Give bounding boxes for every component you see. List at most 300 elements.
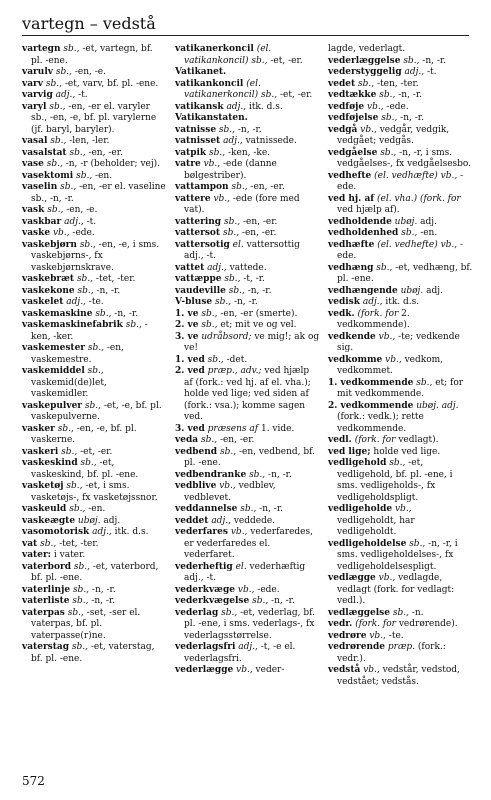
dictionary-entry — [175, 608, 320, 643]
grammar-label: el. — [235, 561, 247, 572]
inflection-text: -et, vaterbord, bf. pl. -ene. — [31, 561, 159, 583]
inflection-text: veddede. — [230, 515, 276, 526]
inflection-text: -en, -e, bf. pl. vaskerne. — [31, 423, 137, 445]
headword: vasomotorisk — [22, 527, 90, 537]
inflection-text: vatnissede. — [242, 136, 297, 146]
grammar-label: sb., — [231, 182, 248, 192]
headword: vaskeuld — [22, 504, 67, 514]
headword: vedstå — [328, 665, 361, 675]
grammar-label: adj., — [223, 136, 243, 146]
inflection-text: -en, -er. — [240, 216, 278, 227]
inflection-text: i vater. — [51, 550, 86, 560]
dictionary-entry — [175, 470, 320, 482]
inflection-text: et; for mit vedkommende. — [337, 377, 464, 399]
inflection-text: -t, -r. — [240, 274, 265, 284]
headword: vaskemaskinefabrik — [22, 320, 123, 330]
dictionary-entry — [22, 320, 167, 343]
grammar-label: sb., — [215, 297, 232, 307]
grammar-label: sb., — [389, 458, 406, 468]
inflection-text: -en, -er (smerte). — [217, 308, 298, 319]
headword: vattæppe — [175, 274, 222, 284]
inflection-text: -n, -r. — [88, 596, 116, 606]
dictionary-entry — [22, 458, 167, 481]
inflection-text: -en, -er el. varyler sb., -en, -e, bf. pl. varylerne (jf. baryl, baryler). — [31, 101, 157, 135]
grammar-label: sb., — [72, 584, 90, 595]
headword: ved hj. af — [328, 193, 375, 204]
headword: vasektomi — [22, 170, 74, 181]
grammar-label: præp. — [387, 642, 416, 652]
grammar-label: el. — [232, 239, 244, 250]
dictionary-entry — [22, 447, 167, 459]
grammar-label: sb., — [69, 147, 86, 158]
inflection-text: -et, vedligehold, bf. pl. -ene, i sms. vedligeholds-, fx vedligeholdspligt. — [337, 458, 453, 503]
grammar-label: vb., — [236, 665, 253, 675]
inflection-text: -n, -r. — [395, 90, 423, 100]
inflection-text: -tet, -ter. — [93, 274, 136, 284]
headword: vaskekone — [22, 285, 75, 296]
column-2 — [175, 44, 320, 764]
headword: vaterlinje — [22, 584, 71, 595]
headword: vedkende — [328, 331, 376, 342]
headword: vederlagsfri — [175, 642, 236, 652]
headword: vattampon — [175, 182, 229, 192]
inflection-text: -te. — [85, 297, 104, 307]
grammar-label: vb., — [219, 481, 236, 491]
inflection-text: adj. — [423, 285, 443, 296]
dictionary-entry — [22, 79, 167, 91]
inflection-text: -en. — [92, 170, 113, 181]
inflection-text: -ede. — [69, 228, 95, 238]
inflection-text: -t. — [75, 90, 88, 100]
headword: vedlæggelse — [328, 607, 390, 618]
header-rule — [22, 35, 469, 36]
dictionary-entry — [22, 205, 167, 217]
headword: vederfares — [175, 527, 228, 537]
headword: Vatikanstaten. — [175, 113, 248, 123]
inflection-text: holde ved lige. — [370, 446, 441, 457]
grammar-label: vb., — [385, 354, 402, 365]
grammar-label: sb., — [224, 274, 241, 284]
inflection-text: -en, -er. — [217, 435, 255, 445]
inflection-text: -n, -r (beholder; vej). — [62, 159, 161, 169]
inflection-text: -tet, -ter. — [56, 538, 99, 549]
dictionary-columns — [22, 44, 473, 764]
dictionary-entry — [328, 56, 473, 68]
inflection-text: -t. — [83, 216, 97, 227]
headword: vaterliste — [22, 596, 70, 606]
inflection-text: -ede. — [383, 101, 409, 112]
dictionary-entry — [328, 228, 473, 240]
headword: vedhæfte — [328, 239, 375, 250]
grammar-label: sb., — [77, 285, 94, 296]
dictionary-entry — [328, 309, 473, 332]
inflection-text: -et, vederlag, bf. pl. -ene, i sms. vederlags-, fx vederlagsstørrelse. — [184, 607, 315, 641]
headword: vederkvægelse — [175, 596, 250, 606]
dictionary-entry — [22, 274, 167, 286]
headword: vaskelet — [22, 297, 64, 307]
dictionary-entry — [22, 596, 167, 608]
inflection-text: -et, -er. — [77, 446, 113, 457]
headword: vedk. — [328, 308, 355, 319]
grammar-label: præsens af — [207, 423, 259, 434]
inflection-text: -en, -e, i sms. vaskebjørns-, fx vaskebjørnskrave. — [31, 239, 160, 273]
dictionary-entry — [328, 665, 473, 688]
headword: vaskepulver — [22, 400, 83, 411]
headword: 1. ved — [175, 354, 205, 365]
headword: vaskbar — [22, 216, 62, 227]
inflection-text: -et, -e, bf. pl. vaskepulverne. — [31, 400, 162, 422]
headword: vedbendranke — [175, 469, 247, 480]
headword: 3. ve — [175, 331, 199, 342]
headword: vedføjelse — [328, 113, 379, 123]
headword: vaskemiddel — [22, 366, 85, 376]
dictionary-entry — [328, 401, 473, 436]
headword: vedtække — [328, 90, 377, 100]
inflection-text: -en, -er. — [85, 147, 123, 158]
grammar-label: sb., — [84, 400, 102, 411]
dictionary-entry — [175, 136, 320, 148]
inflection-text: -ken, -ker. — [31, 320, 148, 342]
headword: vask — [22, 205, 45, 215]
headword: vederkvæge — [175, 584, 235, 595]
headword: vedlægge — [328, 573, 376, 583]
dictionary-entry — [328, 619, 473, 631]
dictionary-entry — [22, 550, 167, 562]
dictionary-entry — [328, 608, 473, 620]
headword: 3. ved — [175, 423, 205, 434]
headword: V-bluse — [175, 297, 213, 307]
grammar-label: sb., — [45, 78, 63, 89]
dictionary-entry — [175, 217, 320, 229]
dictionary-entry — [22, 90, 167, 102]
dictionary-entry — [328, 67, 473, 79]
inflection-text: -en. — [85, 504, 106, 514]
headword: vederstyggelig — [328, 67, 402, 77]
grammar-label: sb., — [207, 354, 224, 365]
dictionary-entry — [328, 148, 473, 171]
dictionary-entry — [328, 286, 473, 298]
dictionary-entry — [328, 539, 473, 574]
inflection-text: -n, -r. — [397, 113, 424, 123]
inflection-text: -et, -er. — [277, 90, 313, 100]
headword: vattet — [175, 262, 205, 273]
dictionary-entry — [175, 596, 320, 608]
dictionary-entry — [175, 642, 320, 665]
dictionary-entry — [328, 171, 473, 194]
headword: vedgåelse — [328, 147, 378, 158]
grammar-label: sb., — [87, 343, 105, 353]
inflection-text: vedgår, vedgik, vedgået; vedgås. — [337, 124, 450, 146]
grammar-label: (fork. for — [354, 435, 396, 445]
inflection-text: -n, -r. — [111, 308, 139, 319]
headword: vedgå — [328, 124, 358, 135]
inflection-text: ved hjælp af). — [337, 205, 400, 215]
headword: 1. ve — [175, 308, 199, 319]
dictionary-entry — [328, 263, 473, 286]
dictionary-entry — [175, 585, 320, 597]
inflection-text: -en, vaskemestre. — [31, 343, 124, 365]
grammar-label: (fork. for — [357, 308, 399, 319]
inflection-text: veder- — [252, 665, 285, 675]
headword: vedisk — [328, 297, 360, 307]
dictionary-entry — [22, 424, 167, 447]
headword: vattering — [175, 216, 222, 227]
grammar-label: adj., — [55, 90, 76, 100]
inflection-text: -ede (fore med vat). — [184, 193, 300, 215]
headword: 1. vedkommende — [328, 377, 414, 388]
grammar-label: adj., — [362, 297, 383, 307]
grammar-label: vb., — [360, 124, 377, 135]
headword: vaske — [22, 228, 51, 238]
headword: vartegn — [22, 44, 61, 54]
headword: vedligehold — [328, 458, 387, 468]
grammar-label: vb., — [378, 573, 396, 583]
dictionary-entry — [328, 44, 473, 56]
headword: vedholdende — [328, 216, 392, 227]
headword: vaskeskind — [22, 458, 78, 468]
inflection-text: -en, -e. — [63, 205, 98, 215]
grammar-label: vb., — [369, 630, 386, 641]
headword: vasker — [22, 423, 55, 434]
grammar-label: udråbsord; — [201, 331, 252, 342]
dictionary-entry — [175, 481, 320, 504]
dictionary-entry — [175, 527, 320, 562]
dictionary-entry — [22, 401, 167, 424]
dictionary-entry — [328, 504, 473, 539]
headword: 2. ve — [175, 320, 199, 330]
grammar-label: vb., — [363, 665, 380, 675]
inflection-text: -en. — [417, 228, 438, 238]
dictionary-entry — [175, 113, 320, 125]
dictionary-entry — [328, 447, 473, 459]
grammar-label: sb., — [223, 216, 241, 227]
grammar-label: sb., — [60, 182, 77, 192]
grammar-label: sb., — [252, 596, 269, 606]
dictionary-entry — [175, 125, 320, 137]
dictionary-entry — [22, 182, 167, 205]
dictionary-entry — [175, 665, 320, 677]
grammar-label: sb., — [125, 320, 142, 330]
grammar-label: sb., — [200, 435, 218, 445]
grammar-label: adj., — [238, 642, 258, 652]
headword: vederlæggelse — [328, 55, 401, 66]
dictionary-entry — [22, 297, 167, 309]
grammar-label: (fork. for — [355, 619, 396, 629]
inflection-text: itk. d.s. — [246, 101, 283, 112]
inflection-text: vedlagt). — [395, 435, 439, 445]
dictionary-entry — [175, 355, 320, 367]
inflection-text: vaskemid(de)let, vaskemidler. — [31, 377, 107, 399]
headword: vedrøre — [328, 630, 367, 641]
inflection-text: 2. vedkommende). — [337, 308, 410, 330]
inflection-text: lagde, vederlagt. — [328, 44, 406, 54]
inflection-text: -et, vedhæng, bf. pl. -ene. — [337, 262, 473, 284]
inflection-text: vedstår, vedstod, vedstået; vedstås. — [337, 665, 460, 687]
headword: vaskebræt — [22, 274, 75, 284]
inflection-text: -et, -er. — [267, 55, 303, 66]
headword: ved lige; — [328, 446, 371, 457]
dictionary-entry — [175, 194, 320, 217]
dictionary-entry — [175, 263, 320, 275]
inflection-text: -n, -r. — [89, 584, 116, 595]
dictionary-entry — [328, 297, 473, 309]
headword: vedhefte — [328, 170, 372, 181]
headword: vedhæng — [328, 262, 374, 273]
dictionary-entry — [328, 355, 473, 378]
headword: vat — [22, 538, 38, 549]
dictionary-entry — [22, 286, 167, 298]
inflection-text: vedblev, vedblevet. — [184, 481, 276, 503]
grammar-label: sb., — [249, 469, 266, 480]
inflection-text: -et, vaterstag, bf. pl. -ene. — [31, 642, 155, 664]
headword: vatnisse — [175, 124, 217, 135]
grammar-label: sb., — [80, 458, 97, 468]
inflection-text: vattede. — [226, 262, 267, 273]
inflection-text: vattersottig adj., -t. — [184, 239, 300, 261]
headword: vedføje — [328, 101, 365, 112]
dictionary-entry — [175, 447, 320, 470]
inflection-text: -n, -r. — [235, 124, 262, 135]
dictionary-entry — [175, 562, 320, 585]
headword: vattersotig — [175, 239, 230, 250]
dictionary-entry — [22, 539, 167, 551]
inflection-text: vedrørende). — [395, 619, 458, 629]
grammar-label: adj., — [64, 216, 84, 227]
inflection-text: vedligeholdt, har vedligeholdt. — [337, 515, 415, 537]
inflection-text: -n, -r, i sms. vedligeholdelses-, fx vedligeholdelsespligt. — [337, 538, 458, 572]
dictionary-entry — [328, 217, 473, 229]
inflection-text: -et, vartegn, bf. pl. -ene. — [31, 44, 153, 66]
grammar-label: vb., — [366, 101, 384, 112]
grammar-label: vb., — [203, 159, 221, 169]
headword: vater: — [22, 550, 52, 560]
inflection-text: -et, varv, bf. pl. -ene. — [62, 78, 159, 89]
dictionary-entry — [22, 481, 167, 504]
inflection-text: -te. — [385, 630, 404, 641]
inflection-text: -n, -r. — [419, 55, 447, 66]
dictionary-entry — [22, 240, 167, 275]
inflection-text: (fork.: vedr.). — [337, 642, 446, 664]
inflection-text: et; mit ve og vel. — [217, 320, 297, 330]
inflection-text: vedlagde, vedlagt (fork. for vedlagt: vedl.). — [337, 573, 455, 606]
dictionary-entry — [175, 516, 320, 528]
dictionary-entry — [22, 148, 167, 160]
dictionary-entry — [175, 297, 320, 309]
grammar-label: sb., — [66, 481, 83, 491]
headword: 2. vedkommende — [328, 400, 414, 411]
headword: vaskemaskine — [22, 308, 93, 319]
grammar-label: sb., — [71, 642, 89, 652]
headword: vaskeægte — [22, 515, 76, 526]
inflection-text: -n, -r. — [256, 504, 284, 514]
dictionary-entry — [175, 182, 320, 194]
inflection-text: ved hjælp af (fork.: ved hj. af el. vha.); holde ved lige; ved siden af (fork.: vsa.); komme sagen ved. — [184, 366, 311, 422]
inflection-text: -len, -ler. — [66, 136, 110, 146]
grammar-label: sb., — [376, 262, 393, 273]
grammar-label: sb., — [221, 607, 238, 618]
inflection-text: -en, -e. — [71, 67, 106, 77]
dictionary-entry — [328, 435, 473, 447]
headword: veda — [175, 435, 199, 445]
dictionary-entry — [175, 159, 320, 182]
dictionary-entry — [175, 79, 320, 102]
grammar-label: sb., — [403, 55, 420, 66]
headword: vatikanerkoncil — [175, 44, 254, 54]
inflection-text: vederhæftig adj., -t. — [184, 561, 306, 583]
inflection-text: -ede (danne bølgestriber). — [184, 159, 277, 181]
headword: vasalstat — [22, 147, 67, 158]
headword: vedhængende — [328, 285, 398, 296]
column-1 — [22, 44, 167, 764]
dictionary-entry — [175, 44, 320, 67]
grammar-label: adj., — [404, 67, 425, 77]
grammar-label: sb., — [392, 607, 409, 618]
headword: vaudeville — [175, 285, 226, 296]
grammar-label: ubøj. — [394, 216, 418, 227]
page-number: 572 — [22, 774, 45, 788]
inflection-text: -ken, -ke. — [225, 147, 271, 158]
grammar-label: sb., — [201, 308, 218, 319]
headword: vatikankoncil — [175, 78, 244, 89]
grammar-label: sb., — [76, 274, 94, 284]
headword: vatnisset — [175, 136, 221, 146]
dictionary-entry — [328, 113, 473, 125]
dictionary-entry — [22, 608, 167, 643]
grammar-label: vb., — [237, 584, 255, 595]
dictionary-entry — [22, 228, 167, 240]
grammar-label: ubøj. adj. — [416, 400, 459, 411]
dictionary-entry — [22, 516, 167, 528]
headword: vaterpas — [22, 607, 65, 618]
headword: vedkomme — [328, 354, 383, 365]
inflection-text: -en, -er. — [247, 182, 285, 192]
grammar-label: sb., — [381, 113, 398, 123]
grammar-label: sb., — [57, 423, 74, 434]
grammar-label: vb., — [394, 504, 412, 514]
dictionary-entry — [328, 631, 473, 643]
inflection-text: -n, -r. — [93, 285, 121, 296]
dictionary-entry — [175, 240, 320, 263]
headword: vatikansk — [175, 101, 224, 112]
inflection-text: -t, -e el. vederlagsfri. — [184, 642, 296, 664]
dictionary-entry — [328, 125, 473, 148]
inflection-text: -et, vaskeskind, bf. pl. -ene. — [31, 458, 139, 480]
headword: vattersot — [175, 228, 221, 238]
grammar-label: adj., — [66, 297, 86, 307]
grammar-label: sb., — [67, 607, 84, 618]
grammar-label: ubøj. — [400, 285, 424, 296]
inflection-text: -et, i sms. vasketøjs-, fx vasketøjssnor. — [31, 481, 158, 503]
headword: vaselin — [22, 182, 58, 192]
grammar-label: sb., — [46, 159, 63, 169]
dictionary-entry — [328, 458, 473, 504]
grammar-label: sb., — [219, 446, 237, 457]
grammar-label: adj., — [92, 527, 112, 537]
dictionary-entry — [175, 309, 320, 321]
headword: vedholdenhed — [328, 228, 399, 238]
grammar-label: (el. vedhæfte) vb., — [374, 170, 458, 181]
grammar-label: (el. vha.) (fork. for — [377, 193, 461, 204]
grammar-label: sb., — [40, 538, 57, 549]
dictionary-entry — [22, 366, 167, 401]
grammar-label: adj., — [207, 262, 227, 273]
inflection-text: -en, -er. — [239, 228, 277, 238]
headword: vederheftig — [175, 561, 233, 572]
dictionary-entry — [22, 217, 167, 229]
dictionary-entry — [22, 585, 167, 597]
headword: vederlægge — [175, 665, 234, 675]
headword: varyl — [22, 101, 47, 112]
